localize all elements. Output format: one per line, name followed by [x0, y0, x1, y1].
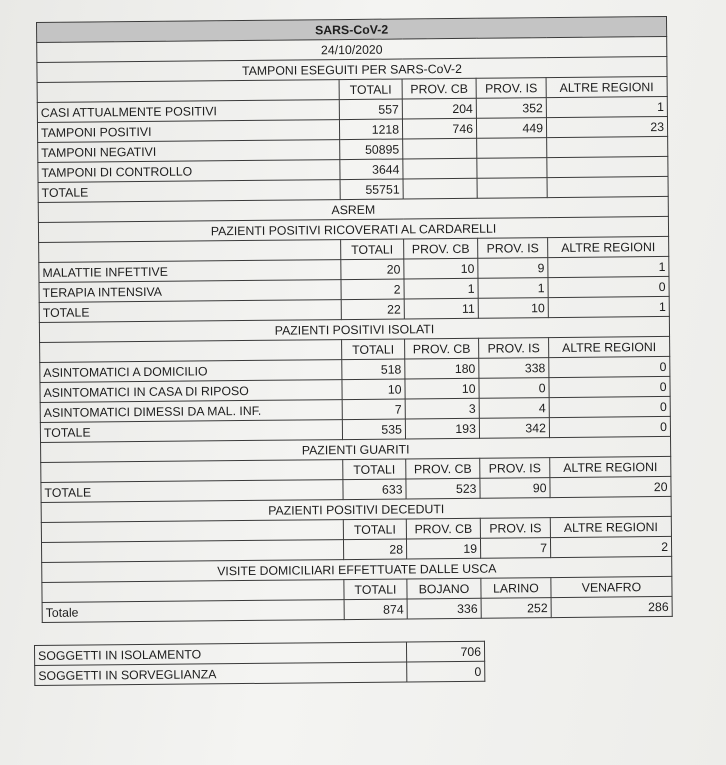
- value-altre-regioni: [547, 176, 668, 197]
- value-prov-is: 4: [479, 398, 549, 419]
- row-label: TOTALE: [40, 420, 342, 443]
- value-prov-cb: 10: [405, 378, 479, 399]
- value-altre-regioni: 0: [548, 276, 669, 297]
- value-totali: 55751: [340, 179, 403, 200]
- row-label: MALATTIE INFETTIVE: [39, 260, 341, 283]
- value-altre-regioni: [547, 156, 668, 177]
- row-label: TOTALE: [38, 180, 340, 203]
- row-label: CASI ATTUALMENTE POSITIVI: [37, 100, 339, 123]
- value-totali: 3644: [340, 159, 403, 180]
- value-prov-cb: [403, 158, 477, 179]
- column-header-altre: ALTRE REGIONI: [549, 336, 670, 357]
- column-header-prov_cb: PROV. CB: [404, 238, 478, 259]
- value-prov-cb: 180: [405, 358, 479, 379]
- isolati-heading-cell: PAZIENTI POSITIVI ISOLATI: [39, 316, 669, 342]
- value-altre-regioni: 0: [549, 356, 670, 377]
- value-larino: 252: [481, 598, 551, 619]
- covid-report-document: [36, 16, 672, 686]
- column-header-prov_is: PROV. IS: [479, 338, 549, 359]
- value-prov-is: 352: [476, 98, 546, 119]
- value-altre-regioni: [547, 136, 668, 157]
- value-altre-regioni: 0: [549, 396, 670, 417]
- row-label: Totale: [42, 600, 344, 623]
- value-venafro: 286: [551, 596, 672, 617]
- value-prov-is: 338: [479, 358, 549, 379]
- value-prov-is: 9: [478, 258, 548, 279]
- column-header-prov_cb: PROV. CB: [402, 78, 476, 99]
- column-header-prov_cb: PROV. CB: [406, 518, 480, 539]
- column-header-prov_is: PROV. IS: [480, 458, 550, 479]
- column-header-totali: TOTALI: [343, 519, 406, 540]
- row-label: TOTALE: [39, 300, 341, 323]
- value-altre-regioni: 23: [546, 116, 667, 137]
- value-altre-regioni: 2: [550, 536, 671, 557]
- usca-heading-cell: VISITE DOMICILIARI EFFETTUATE DALLE USCA: [42, 556, 672, 582]
- value-totali: 22: [341, 299, 404, 320]
- column-header-prov_is: PROV. IS: [480, 518, 550, 539]
- value-totali: 20: [341, 259, 404, 280]
- column-header-prov_cb: PROV. CB: [405, 338, 479, 359]
- soggetti-label: SOGGETTI IN SORVEGLIANZA: [35, 662, 407, 686]
- value-prov-cb: 11: [404, 298, 478, 319]
- guariti-heading-cell: PAZIENTI GUARITI: [41, 436, 671, 462]
- column-header-totali: TOTALI: [341, 239, 404, 260]
- column-header-larino: LARINO: [481, 578, 551, 599]
- value-bojano: 336: [407, 598, 481, 619]
- soggetti-row: [35, 661, 485, 685]
- value-altre-regioni: 1: [548, 296, 669, 317]
- soggetti-table: [34, 641, 485, 686]
- soggetti-value: 0: [407, 661, 485, 682]
- column-header-prov_is: PROV. IS: [478, 238, 548, 259]
- value-prov-is: [477, 178, 547, 199]
- asrem-heading-cell: ASREM: [38, 196, 668, 222]
- row-label: TOTALE: [41, 480, 343, 503]
- value-prov-cb: 204: [402, 98, 476, 119]
- value-prov-cb: 19: [406, 538, 480, 559]
- value-prov-cb: 1: [404, 278, 478, 299]
- report-date-cell: 24/10/2020: [37, 36, 667, 62]
- value-prov-is: [477, 138, 547, 159]
- column-header-totali: TOTALI: [342, 339, 405, 360]
- value-prov-cb: 3: [405, 398, 479, 419]
- value-totali: 518: [342, 359, 405, 380]
- row-label: TAMPONI DI CONTROLLO: [38, 160, 340, 183]
- column-header-totali: TOTALI: [339, 79, 402, 100]
- column-header-totali: TOTALI: [344, 579, 407, 600]
- value-prov-cb: 746: [402, 118, 476, 139]
- value-totali: 1218: [339, 119, 402, 140]
- value-altre-regioni: 20: [550, 476, 671, 497]
- value-prov-cb: 193: [405, 418, 479, 439]
- main-report-table: [36, 16, 673, 623]
- row-label: TERAPIA INTENSIVA: [39, 280, 341, 303]
- value-prov-is: 0: [479, 378, 549, 399]
- tamponi-heading-cell: TAMPONI ESEGUITI PER SARS-CoV-2: [37, 56, 667, 82]
- value-prov-is: 7: [480, 538, 550, 559]
- ricoverati-heading-cell: PAZIENTI POSITIVI RICOVERATI AL CARDARELLI: [38, 216, 668, 242]
- value-prov-cb: [403, 138, 477, 159]
- value-altre-regioni: 1: [548, 256, 669, 277]
- value-prov-is: 449: [476, 118, 546, 139]
- row-label: TAMPONI NEGATIVI: [38, 140, 340, 163]
- value-altre-regioni: 1: [546, 96, 667, 117]
- value-totali: 2: [341, 279, 404, 300]
- value-prov-cb: [403, 178, 477, 199]
- column-header-prov_cb: PROV. CB: [406, 458, 480, 479]
- value-totali: 10: [342, 379, 405, 400]
- value-prov-is: 90: [480, 478, 550, 499]
- soggetti-label: SOGGETTI IN ISOLAMENTO: [34, 642, 406, 666]
- column-header-venafro: VENAFRO: [551, 576, 672, 597]
- value-totali: 50895: [340, 139, 403, 160]
- value-altre-regioni: 0: [549, 376, 670, 397]
- column-header-altre: ALTRE REGIONI: [550, 456, 671, 477]
- value-prov-is: 10: [478, 298, 548, 319]
- value-totali: 633: [343, 479, 406, 500]
- row-label: TAMPONI POSITIVI: [37, 120, 339, 143]
- value-totali: 28: [343, 539, 406, 560]
- value-altre-regioni: 0: [549, 416, 670, 437]
- row-label: ASINTOMATICI DIMESSI DA MAL. INF.: [40, 400, 342, 423]
- column-header-altre: ALTRE REGIONI: [548, 236, 669, 257]
- row-label: ASINTOMATICI IN CASA DI RIPOSO: [40, 380, 342, 403]
- value-prov-is: 342: [479, 418, 549, 439]
- value-totali: 557: [339, 99, 402, 120]
- column-header-altre: ALTRE REGIONI: [550, 516, 671, 537]
- column-header-bojano: BOJANO: [407, 578, 481, 599]
- value-totali: 7: [342, 399, 405, 420]
- column-header-altre: ALTRE REGIONI: [546, 76, 667, 97]
- column-header-prov_is: PROV. IS: [476, 78, 546, 99]
- value-prov-cb: 523: [406, 478, 480, 499]
- value-prov-cb: 10: [404, 258, 478, 279]
- value-prov-is: 1: [478, 278, 548, 299]
- value-totali: 535: [342, 419, 405, 440]
- report-title-cell: SARS-CoV-2: [37, 16, 667, 42]
- column-header-totali: TOTALI: [343, 459, 406, 480]
- value-prov-is: [477, 158, 547, 179]
- deceduti-heading-cell: PAZIENTI POSITIVI DECEDUTI: [41, 496, 671, 522]
- soggetti-value: 706: [406, 641, 484, 662]
- value-totali: 874: [344, 599, 407, 620]
- row-label: ASINTOMATICI A DOMICILIO: [40, 360, 342, 383]
